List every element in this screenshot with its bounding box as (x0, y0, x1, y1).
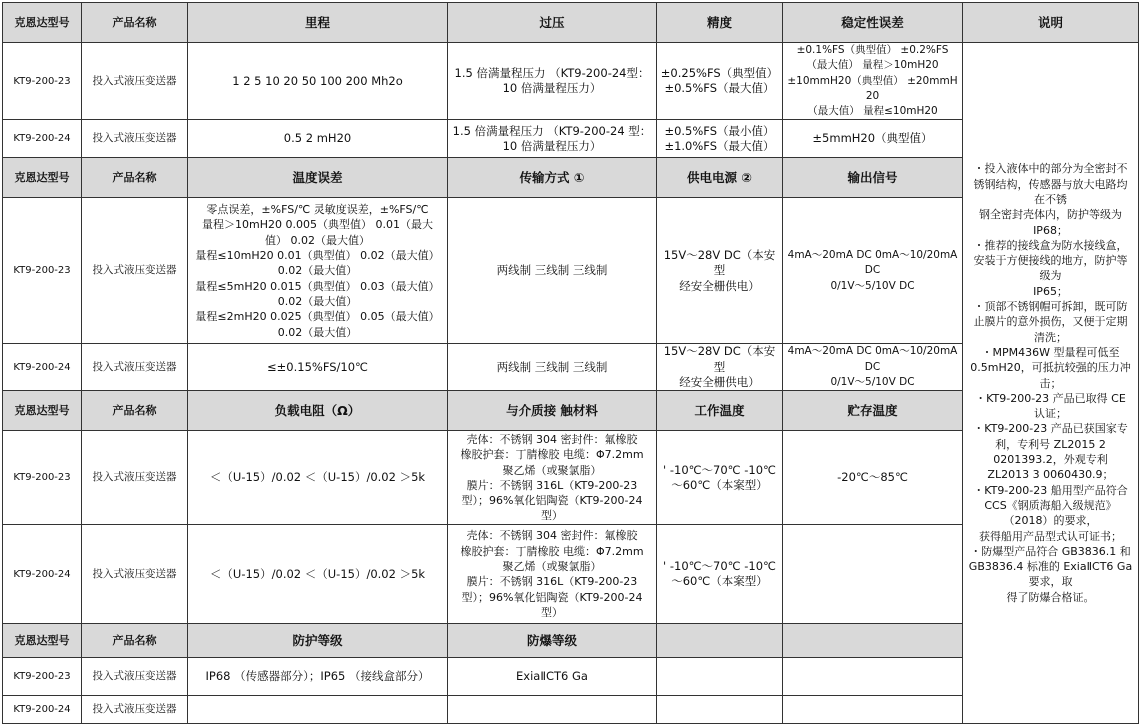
stability-cell: ±0.1%FS（典型值） ±0.2%FS （最大值） 量程＞10mH20 ±10mmH20（典型值） ±20mmH20 （最大值） 量程≤10mH20 (783, 43, 963, 120)
header-load-resistance: 负载电阻（Ω） (188, 391, 448, 431)
transmission-cell: 两线制 三线制 三线制 (448, 344, 657, 391)
protection-cell: IP68 （传感器部分）；IP65 （接线盒部分） (188, 658, 448, 696)
model-cell: KT9-200-24 (3, 344, 82, 391)
product-name-cell: 投入式液压变送器 (82, 120, 188, 158)
header-output: 输出信号 (783, 158, 963, 198)
product-name-cell: 投入式液压变送器 (82, 658, 188, 696)
product-name-cell: 投入式液压变送器 (82, 696, 188, 724)
model-cell: KT9-200-23 (3, 431, 82, 525)
header-model: 克恩达型号 (3, 158, 82, 198)
product-name-cell: 投入式液压变送器 (82, 431, 188, 525)
header-stability: 稳定性误差 (783, 3, 963, 43)
power-cell: 15V～28V DC（本安型 经安全栅供电） (657, 198, 783, 344)
header-model: 克恩达型号 (3, 3, 82, 43)
model-cell: KT9-200-23 (3, 198, 82, 344)
header-empty (657, 624, 783, 658)
empty-cell (657, 658, 783, 696)
header-work-temp: 工作温度 (657, 391, 783, 431)
empty-cell (783, 658, 963, 696)
model-cell: KT9-200-24 (3, 525, 82, 624)
header-remark: 说明 (963, 3, 1139, 43)
header-model: 克恩达型号 (3, 624, 82, 658)
load-resistance-cell: ＜（U-15）/0.02 ＜（U-15）/0.02 ＞5k (188, 525, 448, 624)
remarks-cell: ・投入液体中的部分为全密封不 锈钢结构，传感器与放大电路均 在不锈 钢全密封壳体内，防护等级为 IP68； ・推荐的接线盒为防水接线盒， 安装于方便接线的地方，防护等 级为 IP65； ・顶部不锈钢帽可拆卸，既可防 止膜片的意外损伤，又便于定期 清洗； ・MPM436W 型量程可低至 0.5mH20，可抵抗较强的压力冲 击； ・KT9-200-23 产品已取得 CE 认证； ・KT9-200-23 产品已获国家专 利，专利号 ZL2015 2 0201393.2，外观专利 ZL2013 3 0060430.9； ・KT9-200-23 船用型产品符合 CCS《钢质海船入级规范》 （2018）的要求， 获得船用产品型式认可证书； ・防爆型产品符合 GB3836.1 和 GB3836.4 标准的 ExiaⅡCT6 Ga 要求，取 得了防爆合格证。 (963, 43, 1139, 724)
storage-temp-cell: -20℃～85℃ (783, 431, 963, 525)
header-model: 克恩达型号 (3, 391, 82, 431)
header-transmission: 传输方式 ① (448, 158, 657, 198)
power-cell: 15V～28V DC（本安型 经安全栅供电） (657, 344, 783, 391)
temp-error-cell: ≤±0.15%FS/10℃ (188, 344, 448, 391)
product-name-cell: 投入式液压变送器 (82, 525, 188, 624)
header-protection: 防护等级 (188, 624, 448, 658)
stability-cell: ±5mmH20（典型值） (783, 120, 963, 158)
range-cell: 1 2 5 10 20 50 100 200 Mh2o (188, 43, 448, 120)
accuracy-cell: ±0.5%FS（最小值） ±1.0%FS（最大值） (657, 120, 783, 158)
header-accuracy: 精度 (657, 3, 783, 43)
output-cell: 4mA～20mA DC 0mA～10/20mA DC 0/1V～5/10V DC (783, 344, 963, 391)
model-cell: KT9-200-24 (3, 120, 82, 158)
header-product-name: 产品名称 (82, 391, 188, 431)
header-row-1 (3, 3, 1139, 43)
table-row (3, 43, 1139, 120)
header-range: 里程 (188, 3, 448, 43)
empty-cell (783, 696, 963, 724)
transmission-cell: 两线制 三线制 三线制 (448, 198, 657, 344)
header-empty (783, 624, 963, 658)
model-cell: KT9-200-23 (3, 658, 82, 696)
product-name-cell: 投入式液压变送器 (82, 344, 188, 391)
work-temp-cell: ' -10℃～70℃ -10℃ ～60℃（本案型） (657, 431, 783, 525)
header-storage-temp: 贮存温度 (783, 391, 963, 431)
storage-temp-cell (783, 525, 963, 624)
protection-cell (188, 696, 448, 724)
product-name-cell: 投入式液压变送器 (82, 198, 188, 344)
load-resistance-cell: ＜（U-15）/0.02 ＜（U-15）/0.02 ＞5k (188, 431, 448, 525)
explosion-cell: ExiaⅡCT6 Ga (448, 658, 657, 696)
empty-cell (657, 696, 783, 724)
overpressure-cell: 1.5 倍满量程压力 （KT9-200-24 型： 10 倍满量程压力） (448, 120, 657, 158)
overpressure-cell: 1.5 倍满量程压力 （KT9-200-24型： 10 倍满量程压力） (448, 43, 657, 120)
model-cell: KT9-200-24 (3, 696, 82, 724)
product-name-cell: 投入式液压变送器 (82, 43, 188, 120)
header-product-name: 产品名称 (82, 158, 188, 198)
header-product-name: 产品名称 (82, 624, 188, 658)
range-cell: 0.5 2 mH20 (188, 120, 448, 158)
model-cell: KT9-200-23 (3, 43, 82, 120)
material-cell: 壳体：不锈钢 304 密封件：氟橡胶 橡胶护套：丁腈橡胶 电缆：Φ7.2mm 聚乙烯（或聚氯脂） 膜片：不锈钢 316L（KT9-200-23 型）；96%氧化铝陶瓷（KT9-200-24 型） (448, 525, 657, 624)
header-temp-error: 温度误差 (188, 158, 448, 198)
material-cell: 壳体：不锈钢 304 密封件：氟橡胶 橡胶护套：丁腈橡胶 电缆：Φ7.2mm 聚乙烯（或聚氯脂） 膜片：不锈钢 316L（KT9-200-23 型）；96%氧化铝陶瓷（KT9-200-24 型） (448, 431, 657, 525)
work-temp-cell: ' -10℃～70℃ -10℃ ～60℃（本案型） (657, 525, 783, 624)
header-contact-material: 与介质接 触材料 (448, 391, 657, 431)
header-product-name: 产品名称 (82, 3, 188, 43)
header-power: 供电电源 ② (657, 158, 783, 198)
explosion-cell (448, 696, 657, 724)
header-overpressure: 过压 (448, 3, 657, 43)
header-explosion: 防爆等级 (448, 624, 657, 658)
temp-error-cell: 零点误差，±%FS/℃ 灵敏度误差，±%FS/℃ 量程＞10mH20 0.005（典型值） 0.01（最大 值） 0.02（最大值） 量程≤10mH20 0.01（典型值） 0.02（最大值） 0.02（最大值） 量程≤5mH20 0.015（典型值） 0.03（最大值） 0.02（最大值） 量程≤2mH20 0.025（典型值） 0.05（最大值） 0.02（最大值） (188, 198, 448, 344)
accuracy-cell: ±0.25%FS（典型值） ±0.5%FS（最大值） (657, 43, 783, 120)
spec-table (2, 2, 1139, 724)
output-cell: 4mA～20mA DC 0mA～10/20mA DC 0/1V～5/10V DC (783, 198, 963, 344)
